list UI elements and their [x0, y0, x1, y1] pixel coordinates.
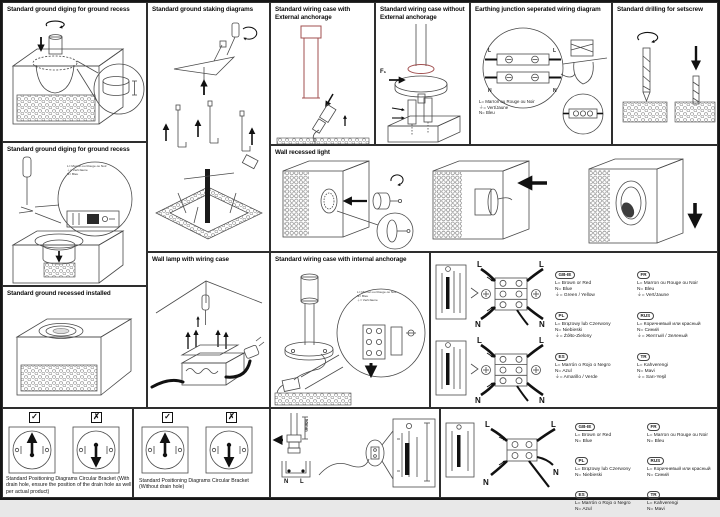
panel-wiring-external-anchorage: [270, 2, 375, 145]
panel-title: Standard wiring case with External anchorage: [275, 6, 351, 21]
legend-line: L= Marron ou Rouge ou Noir: [647, 433, 708, 438]
panel-ground-digging-2: [2, 142, 147, 286]
external-anchorage-illustration: [271, 24, 374, 144]
svg-text:N: N: [475, 396, 481, 405]
cable-strip-illustration: [271, 409, 439, 497]
legend-group: [575, 449, 647, 479]
ground-digging-illustration: [3, 19, 146, 141]
legend-line: L= Marron ou Rouge ou Noir: [67, 165, 107, 169]
live-label: L: [300, 479, 304, 485]
legend-line: N= Blue: [555, 287, 573, 292]
svg-text:N: N: [475, 320, 481, 329]
panel-wall-recessed-light: [270, 145, 718, 252]
svg-text:N: N: [553, 88, 557, 94]
internal-anchorage-illustration: [271, 267, 429, 407]
legend-line: ⏚= Green / Yellow: [555, 293, 595, 298]
country-code-badge: RUS: [637, 312, 654, 320]
panel-positioning-without-drain: [133, 408, 270, 498]
panel-title: Standard ground diging for ground recess: [7, 6, 130, 13]
legend-line: N= Mavi: [647, 507, 665, 512]
panel-ground-recessed-installed: [2, 286, 147, 408]
legend-line: N= Bleu: [637, 287, 655, 292]
country-code-badge: GB-IE: [575, 423, 595, 431]
panel-title: Wall recessed light: [275, 149, 330, 156]
country-code-badge: FR: [637, 271, 650, 279]
legend-line: L= Kahverengi: [637, 363, 669, 368]
svg-text:N: N: [483, 478, 489, 487]
legend-line: N= Azul: [575, 507, 592, 512]
legend-line: L= Brown or Red: [575, 433, 612, 438]
terminal-diagram-2pole: [443, 411, 571, 495]
legend-line: L= Brązowy lub Czerwony: [575, 467, 631, 472]
legend-group: [637, 345, 717, 381]
panel-title: Standard wiring case without External anchorage: [380, 6, 465, 21]
panel-wiring-diagram-2pole: [440, 408, 718, 512]
legend-line: L= Kahverengi: [647, 501, 679, 506]
legend-group: [637, 304, 717, 340]
legend-group: [575, 415, 647, 445]
recessed-installed-illustration: [3, 303, 146, 407]
panel-title: Standard wiring case with internal anchorage: [275, 256, 407, 263]
positioning-caption: Standard Positioning Diagrams Circular Bracket (Without drain hole): [139, 478, 249, 491]
svg-text:L: L: [477, 336, 482, 345]
cross-box: ✗: [226, 412, 237, 423]
legend-group: [637, 263, 717, 299]
legend-line: L= Коричневый или красный: [647, 467, 711, 472]
panel-earthing-junction: [470, 2, 612, 145]
force-label: F₁: [380, 69, 387, 75]
country-code-badge: TR: [647, 491, 660, 499]
legend-group: [647, 483, 717, 513]
bracket-positioning-diagram: [140, 425, 262, 475]
legend-line: L= Marron ou Rouge ou Noir: [637, 281, 698, 286]
panel-positioning-with-drain: [2, 408, 133, 498]
legend-line: ⏚= Vert/Jaune: [479, 104, 509, 110]
legend-line: ⏚= Vert/Jaune: [67, 169, 88, 173]
legend-group: [575, 483, 647, 513]
legend-line: ⏚= Vert/Jaune: [637, 293, 669, 298]
svg-text:N: N: [553, 468, 559, 477]
panel-title: Standard ground recessed installed: [7, 290, 111, 297]
panel-wiring-diagram-3pole: [430, 252, 718, 408]
legend-line: N= Синий: [647, 473, 669, 478]
legend-line: N= Синий: [637, 328, 659, 333]
check-box: ✓: [162, 412, 173, 423]
legend-line: N= Bleu: [647, 439, 665, 444]
wire-color-legend-col2: [637, 263, 717, 386]
country-code-badge: ES: [575, 491, 588, 499]
legend-line: ⏚= Vert/Jaune: [357, 299, 378, 303]
wall-lamp-illustration: [148, 269, 269, 407]
check-box: ✓: [29, 412, 40, 423]
legend-line: N= Niebieski: [555, 328, 583, 333]
svg-text:L: L: [539, 336, 544, 345]
legend-line: L= Brązowy lub Czerwony: [555, 322, 611, 327]
wire-color-legend-col2: [647, 415, 717, 517]
legend-line: L= Marrón o Rojo o Negro: [575, 501, 631, 506]
panel-wiring-without-anchorage: [375, 2, 470, 145]
legend-group: [647, 449, 717, 479]
drilling-illustration: [613, 22, 717, 144]
legend-line: N= Bleu: [479, 110, 495, 116]
ground-staking-illustration: [148, 17, 269, 251]
panel-title: Standard ground staking diagrams: [152, 6, 254, 13]
country-code-badge: TR: [637, 353, 650, 361]
panel-drilling-setscrew: [612, 2, 718, 145]
legend-group: [647, 415, 717, 445]
country-code-badge: FR: [647, 423, 660, 431]
neutral-label: N: [284, 479, 289, 485]
legend-line: N= Azul: [555, 369, 572, 374]
svg-text:L: L: [477, 260, 482, 269]
legend-group: [555, 345, 635, 381]
legend-line: N= Mavi: [637, 369, 655, 374]
without-anchorage-illustration: [376, 24, 469, 144]
legend-line: ⏚= Sarı-Yeşil: [637, 375, 667, 380]
legend-group: [555, 304, 635, 340]
panel-ground-digging-1: [2, 2, 147, 142]
svg-text:L: L: [485, 420, 490, 429]
legend-line: L= Brown or Red: [555, 281, 592, 286]
panel-title: Earthing junction seperated wiring diagram: [475, 6, 601, 13]
wire-color-legend-col1: [575, 415, 647, 517]
earthing-wire-color-legend: [479, 99, 535, 116]
panel-wiring-internal-anchorage: [270, 252, 430, 408]
svg-text:L: L: [551, 420, 556, 429]
legend-line: L= Коричневый или красный: [637, 322, 701, 327]
earthing-junction-illustration: [471, 16, 611, 144]
wall-recessed-illustration: [271, 157, 717, 251]
panel-cable-strip-detail: [270, 408, 440, 498]
ground-digging-2-illustration: [3, 155, 146, 285]
legend-line: N= Bleu: [357, 295, 369, 299]
cross-box: ✗: [91, 412, 102, 423]
panel-ground-staking: [147, 2, 270, 252]
legend-line: L= Marron ou Rouge ou Noir: [357, 291, 397, 295]
terminal-diagram-3pole-bottom: [433, 333, 551, 405]
svg-text:L: L: [488, 48, 492, 54]
legend-line: N= Blue: [575, 439, 593, 444]
country-code-badge: RUS: [647, 457, 664, 465]
wire-color-legend-col1: [555, 263, 635, 386]
svg-text:N: N: [539, 320, 545, 329]
legend-line: ⏚= Amarillo / Verde: [555, 375, 598, 380]
positioning-caption: Standard Positioning Diagrams Circular Bracket (With drain hole, ensure the position of the drain hole as well per actual product): [6, 476, 132, 495]
legend-line: L= Marron ou Rouge ou Noir: [479, 99, 535, 104]
svg-text:N: N: [539, 396, 545, 405]
panel-title: Standard drilling for setscrew: [617, 6, 703, 13]
country-code-badge: PL: [575, 457, 588, 465]
country-code-badge: GB-IE: [555, 271, 575, 279]
svg-text:L: L: [539, 260, 544, 269]
legend-line: N= Niebieski: [575, 473, 603, 478]
legend-line: L= Marrón o Rojo o Negro: [555, 363, 611, 368]
country-code-badge: PL: [555, 312, 568, 320]
legend-line: ⏚= Желтый / Зеленый: [637, 334, 688, 339]
svg-text:N: N: [488, 88, 492, 94]
panel-title: Standard ground diging for ground recess: [7, 146, 130, 153]
legend-line: N= Bleu: [67, 173, 79, 177]
country-code-badge: ES: [555, 353, 568, 361]
bracket-positioning-diagram: [7, 425, 129, 475]
legend-group: [555, 263, 635, 299]
panel-title: Wall lamp with wiring case: [152, 256, 229, 263]
strip-length-label: 50mm: [304, 419, 309, 432]
terminal-diagram-3pole-top: [433, 257, 551, 329]
panel-wall-lamp-wiring-case: [147, 252, 270, 408]
svg-text:L: L: [553, 48, 557, 54]
legend-line: ⏚= Żółto-Zielony: [555, 334, 592, 339]
